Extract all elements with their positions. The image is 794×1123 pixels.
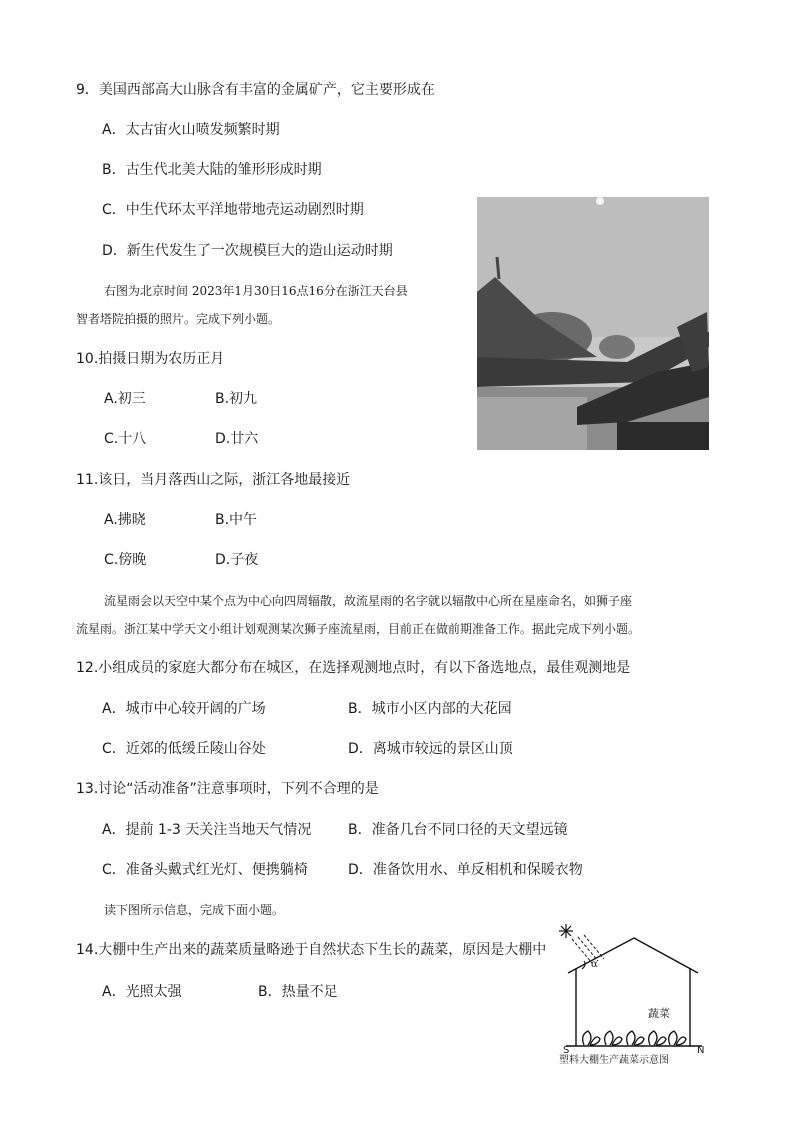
q12-option-a: A．城市中心较开阔的广场 — [102, 701, 266, 717]
intro-photo-line2: 智者塔院拍摄的照片。完成下列小题。 — [76, 312, 281, 326]
q9-stem: 9．美国西部高大山脉含有丰富的金属矿产，它主要形成在 — [76, 82, 435, 98]
q11-option-d: D.子夜 — [215, 552, 259, 568]
q13-option-a: A．提前 1-3 天关注当地天气情况 — [102, 822, 312, 838]
vegetable-label: 蔬菜 — [648, 1007, 670, 1020]
greenhouse-drawing — [556, 921, 716, 1071]
q12-stem: 12.小组成员的家庭大都分布在城区，在选择观测地点时，有以下备选地点，最佳观测地是 — [76, 660, 631, 676]
q13-option-b: B．准备几台不同口径的天文望远镜 — [348, 822, 568, 838]
intro-diagram: 读下图所示信息，完成下面小题。 — [104, 903, 285, 917]
greenhouse-diagram — [556, 921, 716, 1071]
q11-option-a: A.拂晓 — [104, 512, 146, 528]
q12-option-b: B．城市小区内部的大花园 — [348, 701, 512, 717]
q13-option-d: D．准备饮用水、单反相机和保暖衣物 — [348, 862, 583, 878]
intro-meteor-line2: 流星雨。浙江某中学天文小组计划观测某次狮子座流星雨，目前正在做前期准备工作。据此完成下列小题。 — [76, 622, 641, 636]
q11-stem: 11.该日，当月落西山之际，浙江各地最接近 — [76, 472, 351, 488]
north-label: N — [697, 1045, 705, 1056]
q11-option-b: B.中午 — [215, 512, 258, 528]
temple-roof-photo — [477, 197, 709, 450]
q10-stem: 10.拍摄日期为农历正月 — [76, 351, 225, 367]
q12-option-c: C．近郊的低缓丘陵山谷处 — [102, 741, 266, 757]
diagram-caption: 塑料大棚生产蔬菜示意图 — [559, 1055, 669, 1066]
q12-option-d: D．离城市较远的景区山顶 — [348, 741, 513, 757]
q9-option-c: C．中生代环太平洋地带地壳运动剧烈时期 — [102, 202, 364, 218]
sun-icon — [559, 924, 573, 938]
vegetable-row-icon — [583, 1031, 686, 1045]
q9-option-a: A．太古宙火山喷发频繁时期 — [102, 122, 280, 138]
q13-stem: 13.讨论“活动准备”注意事项时，下列不合理的是 — [76, 781, 379, 797]
q9-option-d: D．新生代发生了一次规模巨大的造山运动时期 — [102, 243, 393, 259]
q13-option-c: C．准备头戴式红光灯、便携躺椅 — [102, 862, 308, 878]
q14-option-b: B．热量不足 — [258, 984, 338, 1000]
q9-option-b: B．古生代北美大陆的雏形形成时期 — [102, 162, 322, 178]
angle-alpha-label: α — [591, 959, 598, 970]
intro-meteor-line1: 流星雨会以天空中某个点为中心向四周辐散，故流星雨的名字就以辐散中心所在星座命名，如狮子座 — [104, 594, 633, 608]
q10-option-c: C.十八 — [104, 431, 147, 447]
south-label: S — [563, 1045, 570, 1056]
q11-option-c: C.傍晚 — [104, 552, 147, 568]
intro-photo-line1: 右图为北京时间 2023年1月30日16点16分在浙江天台县 — [104, 284, 408, 298]
temple-roof-illustration — [477, 197, 709, 450]
q10-option-b: B.初九 — [215, 391, 258, 407]
q14-stem: 14.大棚中生产出来的蔬菜质量略逊于自然状态下生长的蔬菜，原因是大棚中 — [76, 942, 547, 958]
q14-option-a: A．光照太强 — [102, 984, 182, 1000]
q10-option-a: A.初三 — [104, 391, 146, 407]
q10-option-d: D.廿六 — [215, 431, 259, 447]
